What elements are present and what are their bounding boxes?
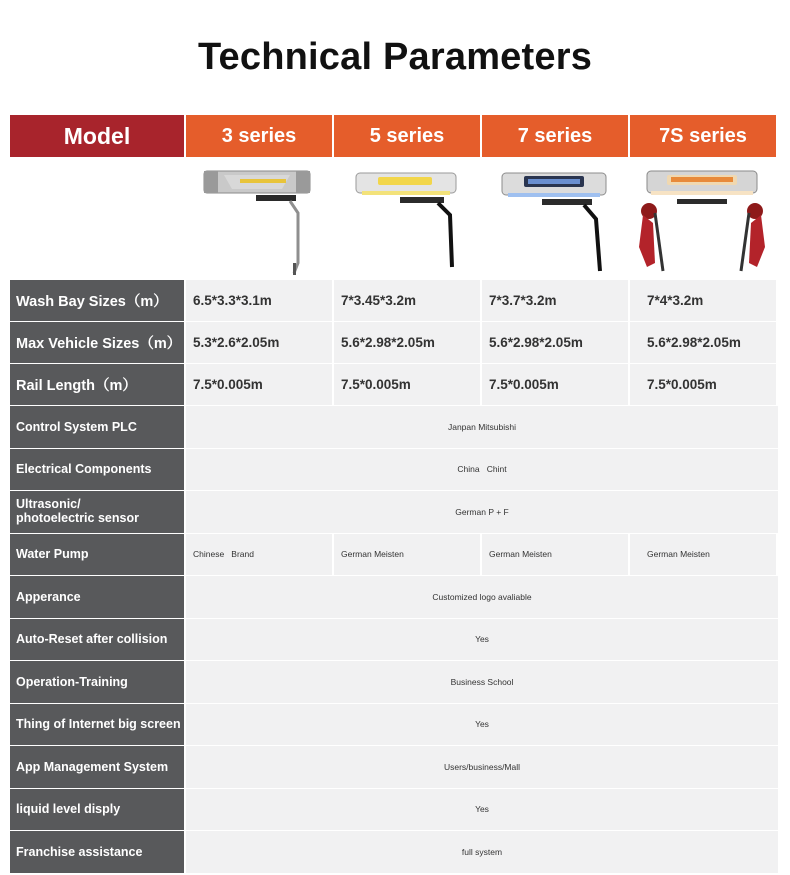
- cell-value: 5.3*2.6*2.05m: [186, 322, 332, 363]
- row-label-water-pump: Water Pump: [10, 534, 184, 576]
- cell-value: German Meisten: [482, 534, 628, 576]
- table-row: [10, 576, 778, 618]
- table-row: [10, 491, 778, 533]
- cell-value: Yes: [186, 619, 778, 661]
- cell-value: 5.6*2.98*2.05m: [630, 322, 776, 363]
- product-image-row: [10, 159, 778, 279]
- cell-value: 5.6*2.98*2.05m: [482, 322, 628, 363]
- series-header-5: 5 series: [334, 115, 480, 157]
- row-label-sensor-line1: Ultrasonic/: [16, 497, 81, 511]
- table-header-row: [10, 115, 778, 157]
- row-label-training: Operation-Training: [10, 661, 184, 703]
- row-label-electrical: Electrical Components: [10, 449, 184, 491]
- table-row: [10, 619, 778, 661]
- table-row: [10, 661, 778, 703]
- machine-7-series-image: [482, 159, 628, 279]
- row-label-rail-length: Rail Length（m）: [10, 364, 184, 405]
- cell-value: 7*3.7*3.2m: [482, 280, 628, 321]
- cell-value: 7*3.45*3.2m: [334, 280, 480, 321]
- table-row: [10, 534, 778, 576]
- cell-value: German Meisten: [630, 534, 776, 576]
- row-label-control-system: Control System PLC: [10, 406, 184, 448]
- row-label-app-management: App Management System: [10, 746, 184, 788]
- cell-value: 7.5*0.005m: [630, 364, 776, 405]
- table-row: [10, 406, 778, 448]
- series-header-7: 7 series: [482, 115, 628, 157]
- row-label-sensor-line2: photoelectric sensor: [16, 510, 139, 525]
- cell-value: 5.6*2.98*2.05m: [334, 322, 480, 363]
- row-label-liquid-level: liquid level disply: [10, 789, 184, 831]
- cell-value: Chinese Brand: [186, 534, 332, 576]
- model-header: Model: [10, 115, 184, 157]
- cell-value: 7.5*0.005m: [186, 364, 332, 405]
- machine-7s-series-image: [630, 159, 776, 279]
- page-title: Technical Parameters: [197, 36, 593, 78]
- row-label-franchise: Franchise assistance: [10, 831, 184, 873]
- row-label-auto-reset: Auto-Reset after collision: [10, 619, 184, 661]
- cell-value: German P + F: [186, 491, 778, 533]
- cell-value: full system: [186, 831, 778, 873]
- table-row: [10, 364, 778, 405]
- table-row: [10, 322, 778, 363]
- cell-value: Customized logo avaliable: [186, 576, 778, 618]
- cell-value: Users/business/Mall: [186, 746, 778, 788]
- cell-value: 7.5*0.005m: [334, 364, 480, 405]
- machine-3-series-image: [186, 159, 332, 279]
- machine-5-series-image: [334, 159, 480, 279]
- row-label-appearance: Apperance: [10, 576, 184, 618]
- table-row: [10, 789, 778, 831]
- row-label-max-vehicle: Max Vehicle Sizes（m）: [10, 322, 184, 363]
- cell-value: Yes: [186, 789, 778, 831]
- cell-value: Janpan Mitsubishi: [186, 406, 778, 448]
- row-label-wash-bay: Wash Bay Sizes（m）: [10, 280, 184, 321]
- table-row: [10, 746, 778, 788]
- cell-value: China Chint: [186, 449, 778, 491]
- parameters-table: [10, 115, 778, 873]
- table-row: [10, 449, 778, 491]
- table-row: [10, 704, 778, 746]
- table-row: [10, 831, 778, 873]
- cell-value: 7.5*0.005m: [482, 364, 628, 405]
- cell-value: Yes: [186, 704, 778, 746]
- table-row: [10, 280, 778, 321]
- row-label-iot-screen: Thing of Internet big screen: [10, 704, 184, 746]
- cell-value: Business School: [186, 661, 778, 703]
- cell-value: 6.5*3.3*3.1m: [186, 280, 332, 321]
- series-header-7s: 7S series: [630, 115, 776, 157]
- row-label-sensor: [10, 491, 184, 533]
- cell-value: German Meisten: [334, 534, 480, 576]
- series-header-3: 3 series: [186, 115, 332, 157]
- cell-value: 7*4*3.2m: [630, 280, 776, 321]
